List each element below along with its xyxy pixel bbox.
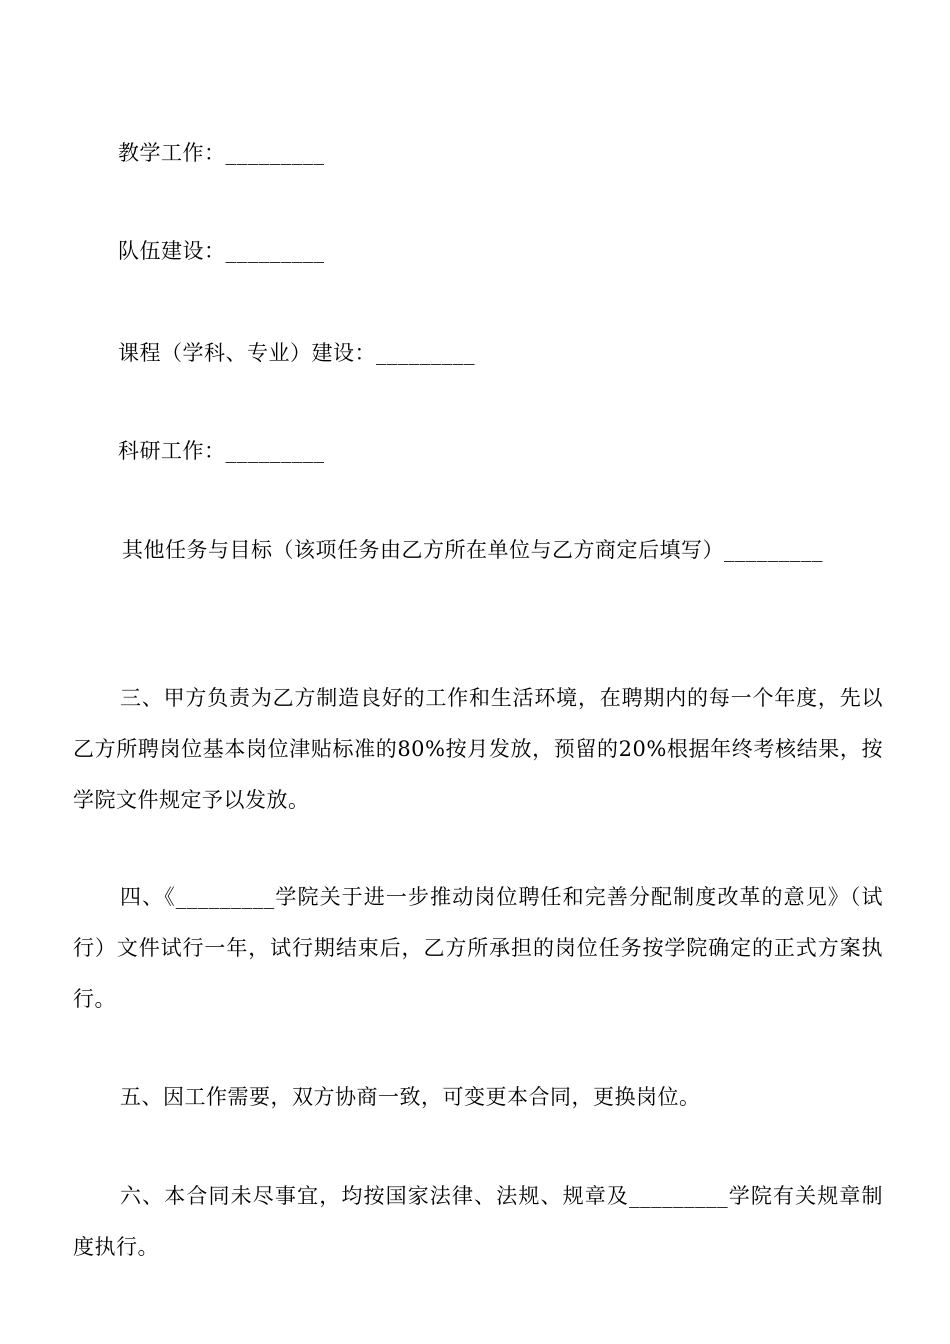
clause-three: 三、甲方负责为乙方制造良好的工作和生活环境，在聘期内的每一个年度，先以乙方所聘岗位基本岗位津贴标准的80%按月发放，预留的20%根据年终考核结果，按学院文件规定予以发放。 xyxy=(73,686,883,812)
field-teaching-work: 教学工作：_________ xyxy=(118,141,325,165)
clause-four: 四、《_________学院关于进一步推动岗位聘任和完善分配制度改革的意见》（试行）文件试行一年，试行期结束后，乙方所承担的岗位任务按学院确定的正式方案执行。 xyxy=(73,885,883,1011)
field-team-building: 队伍建设：_________ xyxy=(118,239,325,263)
field-course-building: 课程（学科、专业）建设：_________ xyxy=(118,341,475,365)
clause-six: 六、本合同未尽事宜，均按国家法律、法规、规章及_________学院有关规章制度执行。 xyxy=(73,1184,883,1259)
clause-five: 五、因工作需要，双方协商一致，可变更本合同，更换岗位。 xyxy=(120,1085,701,1109)
field-research-work: 科研工作：_________ xyxy=(118,439,325,463)
field-other-tasks: 其他任务与目标（该项任务由乙方所在单位与乙方商定后填写）_________ xyxy=(122,538,823,562)
